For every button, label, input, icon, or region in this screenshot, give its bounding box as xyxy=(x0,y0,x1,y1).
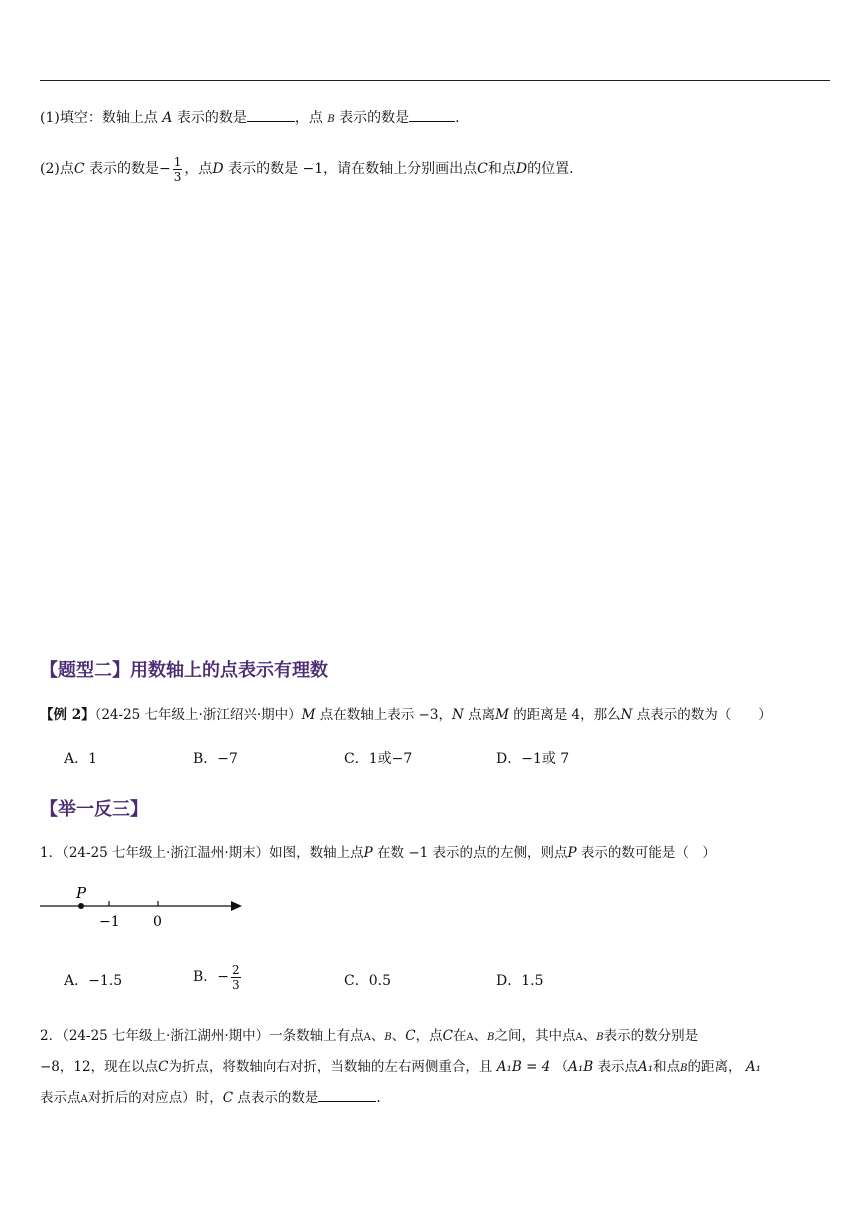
section-heading-practice: 【举一反三】 xyxy=(40,799,148,820)
text: (2)点 xyxy=(40,161,74,177)
text: 对折后的对应点）时， xyxy=(87,1090,223,1106)
example-2-question xyxy=(40,703,772,723)
text: 、 xyxy=(370,1028,385,1044)
point-label: B xyxy=(680,1063,688,1074)
option-d[interactable]: D．−1或 7 xyxy=(496,751,570,767)
text: 一条数轴上有点 xyxy=(269,1028,364,1044)
source-note: （24-25 七年级上·浙江温州·期末） xyxy=(62,845,270,861)
point-label: C xyxy=(442,1028,453,1044)
question-number: 2． xyxy=(40,1028,63,1044)
text: . xyxy=(455,110,460,126)
text: 、 xyxy=(473,1028,488,1044)
text: 在 xyxy=(452,1028,467,1044)
point-label: A xyxy=(575,1032,583,1043)
answer-blank[interactable] xyxy=(247,109,295,122)
question-2-line-1 xyxy=(40,1024,698,1044)
source-note: （24-25 七年级上·浙江绍兴·期中） xyxy=(94,707,302,723)
point-label: A xyxy=(80,1094,88,1105)
fraction-denominator: 3 xyxy=(173,169,182,184)
text: 点表示的数为（ ） xyxy=(636,707,772,723)
text: . xyxy=(376,1090,381,1106)
point-label: C xyxy=(158,1059,169,1075)
math-expression: A₁B = 4 xyxy=(496,1059,551,1075)
option-c[interactable]: C．1或−7 xyxy=(344,751,413,767)
point-label: A₁ xyxy=(638,1059,654,1075)
section-heading-type-2: 【题型二】用数轴上的点表示有理数 xyxy=(40,660,328,681)
text: 表示的数是 xyxy=(89,161,160,177)
header-rule xyxy=(40,80,830,81)
text: 之间，其中点 xyxy=(494,1028,576,1044)
text: 的距离是 4，那么 xyxy=(513,707,621,723)
point-label: A xyxy=(162,110,173,126)
fraction-denominator: 3 xyxy=(232,977,240,992)
point-label: D xyxy=(515,161,528,177)
point-label: M xyxy=(301,707,316,723)
point-label: P xyxy=(567,845,577,861)
question-2-line-2 xyxy=(40,1055,761,1075)
fraction xyxy=(173,156,183,183)
text: ，点 xyxy=(415,1028,443,1044)
point-label: B xyxy=(487,1032,495,1043)
point-label: A₁ xyxy=(745,1059,761,1075)
question-part-2 xyxy=(40,152,574,186)
option-a[interactable]: A．−1.5 xyxy=(64,973,123,989)
question-part-1 xyxy=(40,107,460,127)
text: （ xyxy=(554,1059,569,1075)
number-line-figure xyxy=(38,880,248,932)
question-1 xyxy=(40,841,716,861)
text: 点离 xyxy=(468,707,496,723)
point-label: A xyxy=(466,1032,474,1043)
text: 为折点，将数轴向右对折，当数轴的左右两侧重合，且 xyxy=(168,1059,493,1075)
answer-blank[interactable] xyxy=(409,109,455,122)
text: 和点 xyxy=(487,161,516,177)
question-2-line-3 xyxy=(40,1086,381,1106)
text: 表示点 xyxy=(597,1059,638,1075)
point-label: C xyxy=(222,1090,234,1106)
fraction-numerator: 2 xyxy=(232,962,240,977)
tick-label-0: 0 xyxy=(153,914,162,930)
text: 的距离， xyxy=(687,1059,742,1075)
point-label: C xyxy=(405,1028,416,1044)
text: 表示点 xyxy=(40,1090,81,1106)
point-label: P xyxy=(363,845,373,861)
text: 、 xyxy=(582,1028,597,1044)
text: 表示的数是 xyxy=(176,110,247,126)
text: B．− xyxy=(193,969,230,985)
text: 的位置. xyxy=(527,161,574,177)
point-label: B xyxy=(596,1032,604,1043)
source-note: （24-25 七年级上·浙江湖州·期中） xyxy=(62,1028,270,1044)
text: ，点 xyxy=(294,110,323,126)
text: 、 xyxy=(391,1028,406,1044)
text: 表示的数是 xyxy=(339,110,410,126)
point-p-dot xyxy=(78,903,84,909)
point-label: C xyxy=(73,161,85,177)
answer-blank[interactable] xyxy=(318,1089,376,1102)
question-number: 1． xyxy=(40,845,63,861)
point-label: N xyxy=(451,707,464,723)
point-label: B xyxy=(384,1032,392,1043)
point-label: C xyxy=(477,161,488,177)
point-label: D xyxy=(212,161,224,177)
text: 表示的数是 −1，请在数轴上分别画出点 xyxy=(228,161,478,177)
option-d[interactable]: D．1.5 xyxy=(496,973,544,989)
example-tag: 【例 2】 xyxy=(40,707,95,723)
text: 在数 −1 表示的点的左侧，则点 xyxy=(377,845,568,861)
point-label: N xyxy=(620,707,633,723)
tick-label-minus-1: −1 xyxy=(99,914,120,930)
point-label: A xyxy=(363,1032,371,1043)
math-expression: A₁B xyxy=(568,1059,594,1075)
text: 点在数轴上表示 −3， xyxy=(319,707,452,723)
option-a[interactable]: A．1 xyxy=(64,751,98,767)
point-label: M xyxy=(495,707,509,723)
option-b[interactable]: B．−7 xyxy=(193,751,238,767)
fraction xyxy=(231,964,241,991)
text: 表示的数分别是 xyxy=(603,1028,699,1044)
fraction-numerator: 1 xyxy=(173,154,182,169)
text: (1)填空：数轴上点 xyxy=(40,110,158,126)
text: 如图，数轴上点 xyxy=(269,845,364,861)
text: −8，12，现在以点 xyxy=(40,1059,159,1075)
point-p-label: P xyxy=(76,884,87,902)
option-b[interactable] xyxy=(193,960,243,994)
text: ，点 xyxy=(184,161,213,177)
text: 点表示的数是 xyxy=(237,1090,319,1106)
text: 表示的数可能是（ ） xyxy=(580,845,716,861)
text: 和点 xyxy=(653,1059,681,1075)
option-c[interactable]: C．0.5 xyxy=(344,973,391,989)
point-label: B xyxy=(327,114,335,125)
text: − xyxy=(159,161,171,177)
axis-arrow-icon xyxy=(231,901,242,911)
